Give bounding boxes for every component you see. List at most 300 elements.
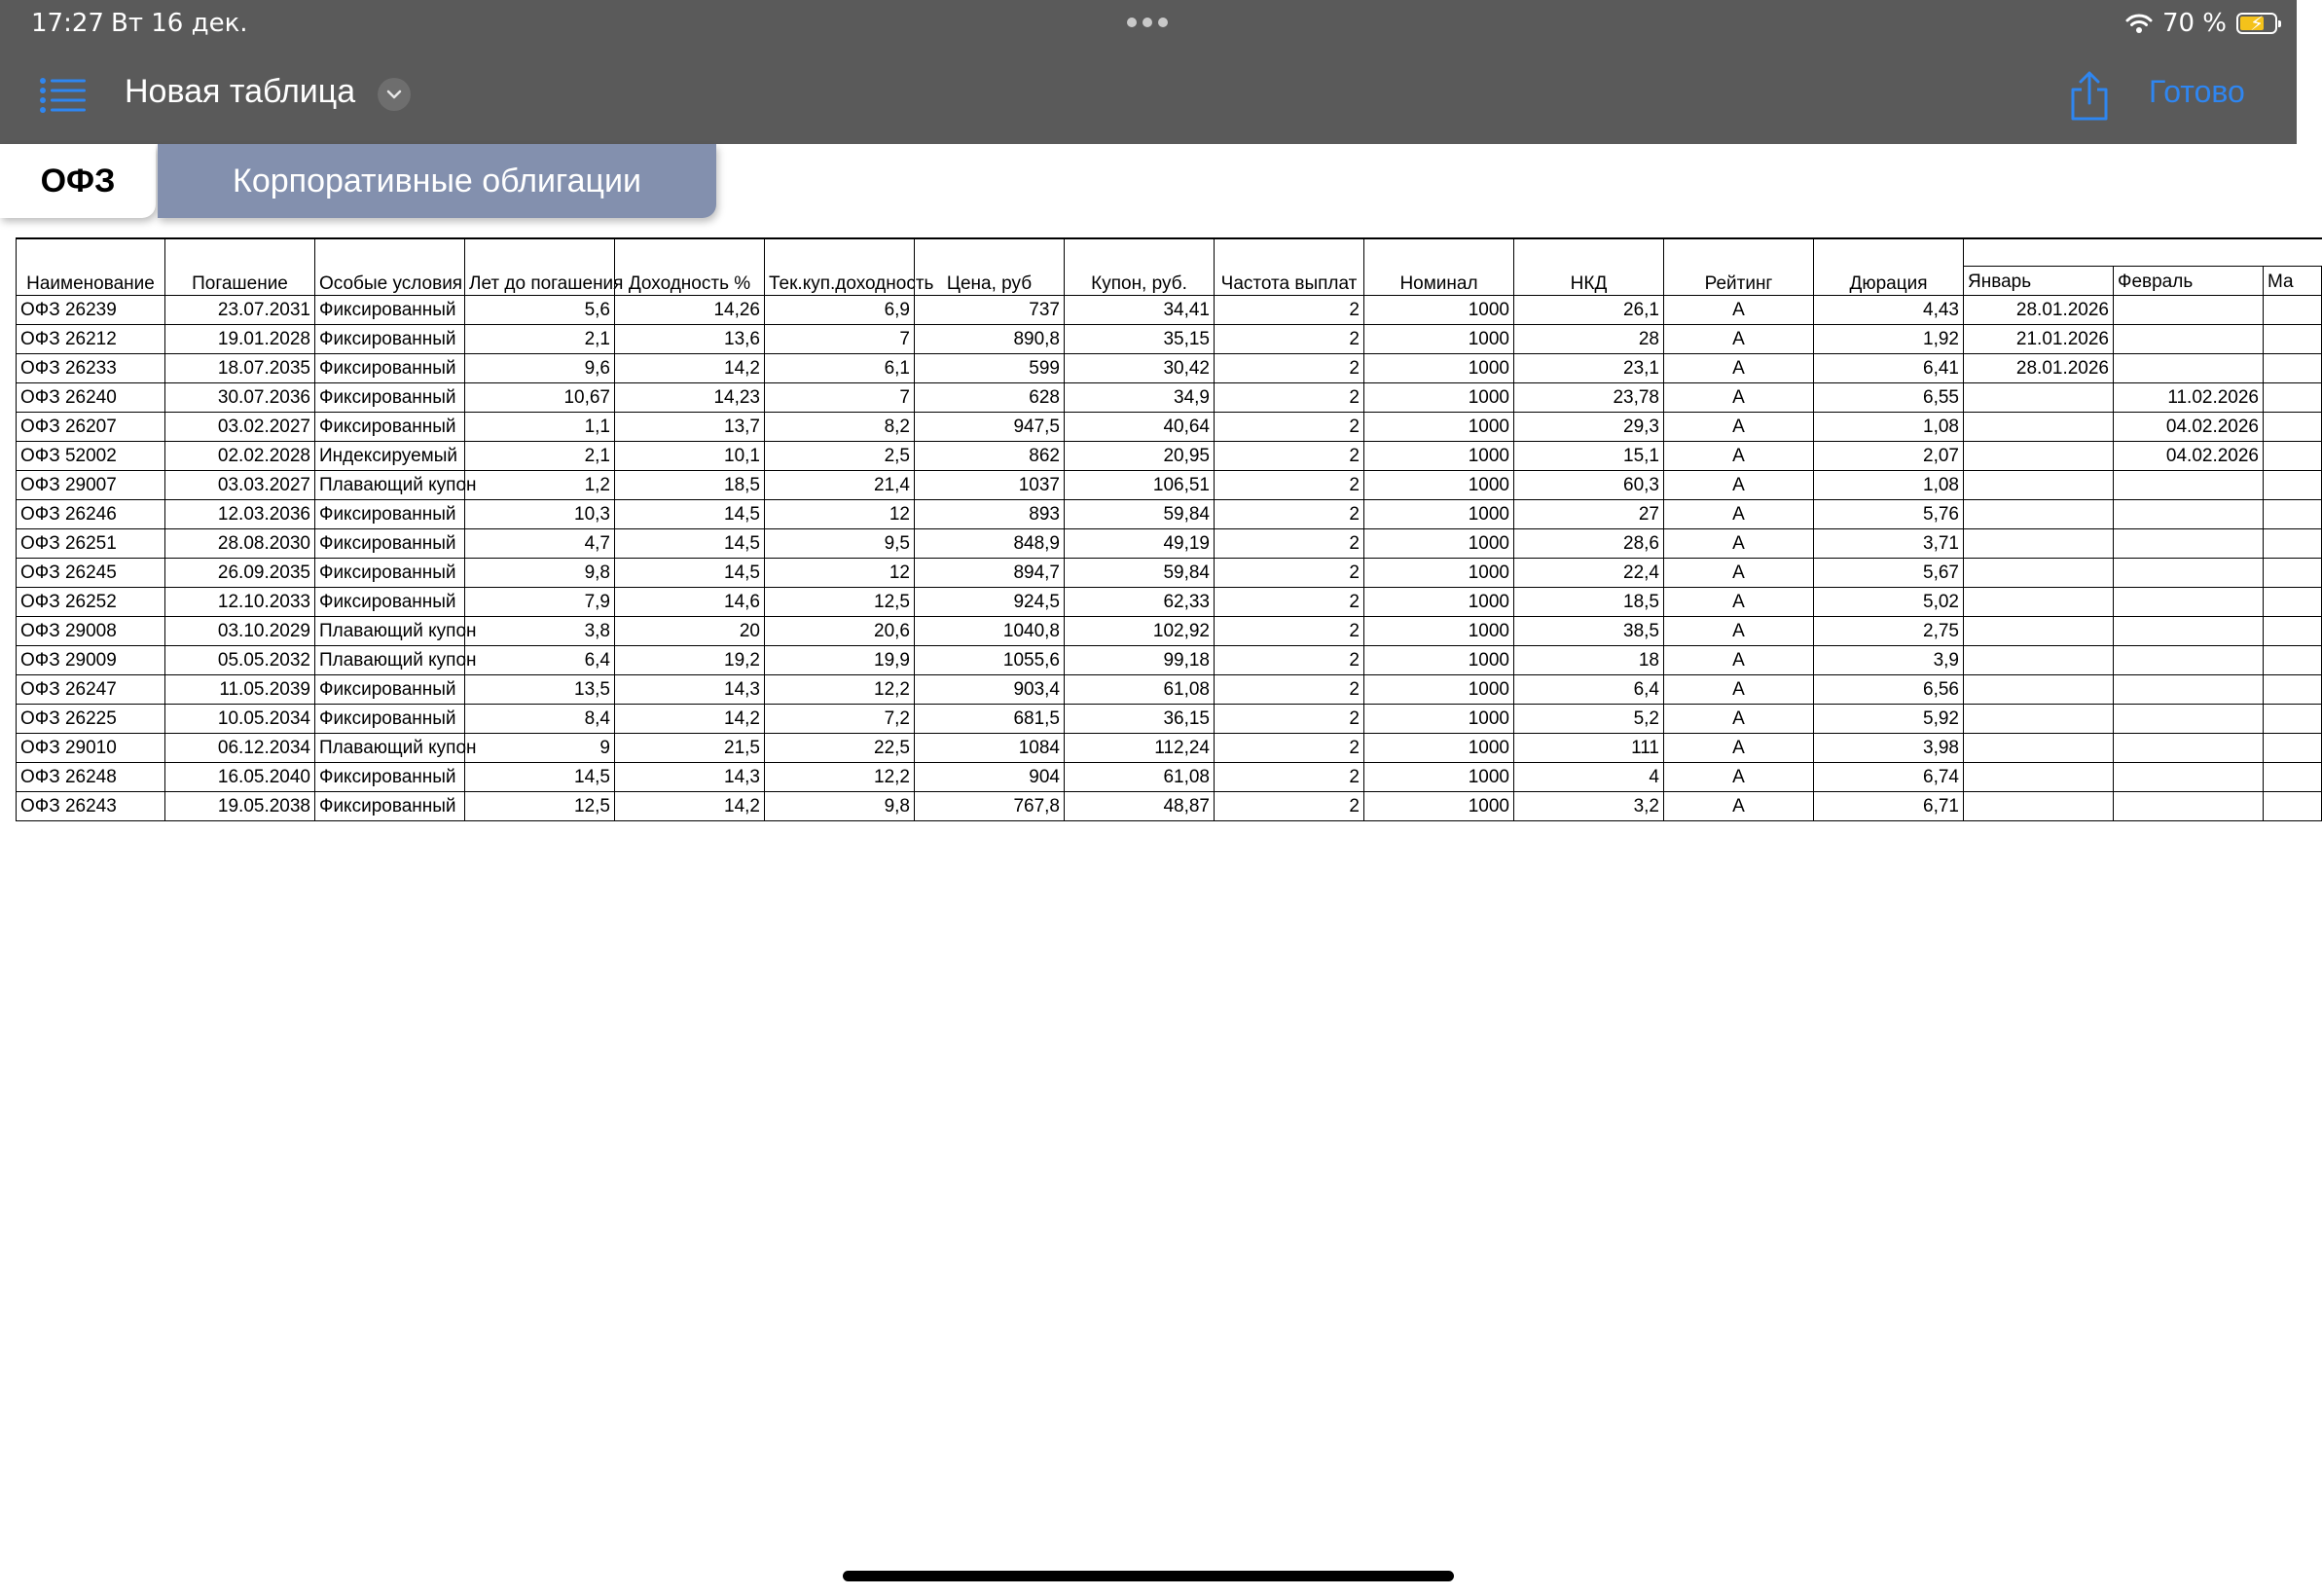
table-cell[interactable]: 6,1 [765,354,915,383]
table-cell[interactable]: 628 [915,383,1065,413]
table-cell[interactable]: 4,43 [1814,296,1964,325]
table-cell[interactable]: 5,67 [1814,559,1964,588]
table-cell[interactable]: 2 [1215,763,1364,792]
table-cell[interactable]: 1000 [1364,617,1514,646]
table-cell[interactable]: ОФЗ 26240 [16,383,165,413]
table-cell[interactable]: 5,6 [465,296,615,325]
table-cell[interactable]: A [1664,383,1814,413]
column-header[interactable]: Погашение [165,237,315,296]
table-cell[interactable]: 60,3 [1514,471,1664,500]
table-cell[interactable]: 19.05.2038 [165,792,315,821]
table-cell[interactable]: 03.03.2027 [165,471,315,500]
table-cell[interactable]: 1000 [1364,675,1514,705]
table-cell[interactable]: 1,1 [465,413,615,442]
table-cell[interactable]: 03.02.2027 [165,413,315,442]
table-cell[interactable] [2114,500,2264,529]
table-cell[interactable]: 2,07 [1814,442,1964,471]
table-cell[interactable] [1964,471,2114,500]
table-cell[interactable]: 12 [765,559,915,588]
table-cell[interactable] [2114,588,2264,617]
table-cell[interactable]: Фиксированный [315,675,465,705]
table-cell[interactable] [2114,354,2264,383]
table-cell[interactable]: 1000 [1364,705,1514,734]
table-cell[interactable]: ОФЗ 26225 [16,705,165,734]
table-cell[interactable]: Фиксированный [315,296,465,325]
column-header[interactable]: Наименование [16,237,165,296]
table-cell[interactable] [2264,325,2322,354]
table-cell[interactable]: 28.01.2026 [1964,354,2114,383]
table-cell[interactable]: 28.08.2030 [165,529,315,559]
table-cell[interactable]: 106,51 [1065,471,1215,500]
table-cell[interactable]: 02.02.2028 [165,442,315,471]
table-cell[interactable] [1964,617,2114,646]
table-cell[interactable] [2264,559,2322,588]
table-cell[interactable]: ОФЗ 26247 [16,675,165,705]
table-cell[interactable]: 18,5 [1514,588,1664,617]
table-cell[interactable]: 2 [1215,383,1364,413]
table-cell[interactable]: 61,08 [1065,675,1215,705]
table-cell[interactable]: 1000 [1364,763,1514,792]
table-cell[interactable]: 6,9 [765,296,915,325]
table-cell[interactable]: 22,4 [1514,559,1664,588]
table-cell[interactable]: 5,76 [1814,500,1964,529]
table-cell[interactable]: Плавающий купон [315,646,465,675]
table-cell[interactable] [2264,646,2322,675]
table-cell[interactable]: 6,4 [465,646,615,675]
table-cell[interactable]: 3,8 [465,617,615,646]
table-cell[interactable]: 18,5 [615,471,765,500]
table-cell[interactable]: 35,15 [1065,325,1215,354]
table-cell[interactable] [2114,763,2264,792]
table-cell[interactable]: 9,8 [465,559,615,588]
table-cell[interactable] [1964,792,2114,821]
table-cell[interactable]: 20,6 [765,617,915,646]
table-cell[interactable]: 8,2 [765,413,915,442]
table-cell[interactable] [2264,705,2322,734]
table-cell[interactable]: 1,2 [465,471,615,500]
table-cell[interactable]: 38,5 [1514,617,1664,646]
table-cell[interactable]: 7 [765,383,915,413]
table-cell[interactable]: 1000 [1364,442,1514,471]
table-cell[interactable]: 22,5 [765,734,915,763]
table-cell[interactable]: A [1664,646,1814,675]
table-cell[interactable]: 2,1 [465,442,615,471]
table-cell[interactable]: 2 [1215,413,1364,442]
table-cell[interactable]: A [1664,500,1814,529]
table-cell[interactable]: Фиксированный [315,792,465,821]
table-cell[interactable]: 2,5 [765,442,915,471]
table-cell[interactable]: 4 [1514,763,1664,792]
tab-ofz[interactable]: ОФЗ [0,144,156,218]
table-cell[interactable]: 59,84 [1065,500,1215,529]
table-cell[interactable]: Фиксированный [315,354,465,383]
table-cell[interactable] [2264,354,2322,383]
done-button[interactable]: Готово [2149,74,2245,109]
table-cell[interactable]: ОФЗ 29009 [16,646,165,675]
table-cell[interactable] [2114,675,2264,705]
table-cell[interactable]: ОФЗ 26252 [16,588,165,617]
table-cell[interactable]: 1040,8 [915,617,1065,646]
month-column-header[interactable]: Февраль [2114,267,2264,296]
table-cell[interactable]: 9,5 [765,529,915,559]
table-cell[interactable]: 1000 [1364,646,1514,675]
table-cell[interactable]: 21.01.2026 [1964,325,2114,354]
table-cell[interactable]: 2 [1215,617,1364,646]
table-cell[interactable]: 2,1 [465,325,615,354]
table-cell[interactable]: 14,5 [615,500,765,529]
table-cell[interactable] [2264,588,2322,617]
table-cell[interactable]: 14,6 [615,588,765,617]
table-cell[interactable]: 59,84 [1065,559,1215,588]
table-cell[interactable]: 1,92 [1814,325,1964,354]
table-cell[interactable]: 102,92 [1065,617,1215,646]
table-cell[interactable]: 894,7 [915,559,1065,588]
table-cell[interactable] [2264,296,2322,325]
table-cell[interactable]: Фиксированный [315,529,465,559]
table-cell[interactable]: Плавающий купон [315,617,465,646]
table-cell[interactable]: ОФЗ 29010 [16,734,165,763]
table-cell[interactable] [2264,442,2322,471]
table-cell[interactable]: 2 [1215,296,1364,325]
table-cell[interactable]: A [1664,354,1814,383]
table-cell[interactable] [1964,559,2114,588]
table-cell[interactable]: 6,56 [1814,675,1964,705]
table-cell[interactable]: 3,9 [1814,646,1964,675]
table-cell[interactable]: 14,3 [615,675,765,705]
month-column-header[interactable]: Январь [1964,267,2114,296]
table-cell[interactable]: 14,2 [615,705,765,734]
table-cell[interactable]: 62,33 [1065,588,1215,617]
table-cell[interactable] [2264,792,2322,821]
table-cell[interactable] [2264,617,2322,646]
table-cell[interactable]: 2 [1215,325,1364,354]
table-cell[interactable]: A [1664,529,1814,559]
table-cell[interactable]: Фиксированный [315,559,465,588]
table-cell[interactable]: 34,9 [1065,383,1215,413]
column-header[interactable]: Доходность % [615,237,765,296]
table-cell[interactable] [2264,383,2322,413]
table-cell[interactable]: 1000 [1364,325,1514,354]
table-cell[interactable]: 26.09.2035 [165,559,315,588]
table-cell[interactable]: 890,8 [915,325,1065,354]
table-cell[interactable]: 30.07.2036 [165,383,315,413]
table-cell[interactable] [2264,413,2322,442]
table-cell[interactable]: 3,98 [1814,734,1964,763]
table-cell[interactable]: Плавающий купон [315,471,465,500]
table-cell[interactable]: 9,6 [465,354,615,383]
table-cell[interactable]: 16.05.2040 [165,763,315,792]
table-cell[interactable]: A [1664,792,1814,821]
table-cell[interactable] [1964,588,2114,617]
table-cell[interactable]: 9,8 [765,792,915,821]
table-cell[interactable]: A [1664,763,1814,792]
table-cell[interactable] [1964,763,2114,792]
table-cell[interactable]: 1000 [1364,354,1514,383]
table-cell[interactable]: 28 [1514,325,1664,354]
table-cell[interactable]: 904 [915,763,1065,792]
table-cell[interactable]: 06.12.2034 [165,734,315,763]
table-cell[interactable]: 1000 [1364,296,1514,325]
table-cell[interactable]: 893 [915,500,1065,529]
column-header[interactable]: Частота выплат [1215,237,1364,296]
table-cell[interactable]: 2 [1215,559,1364,588]
table-cell[interactable]: 7 [765,325,915,354]
table-cell[interactable]: 5,02 [1814,588,1964,617]
table-cell[interactable]: 12,2 [765,763,915,792]
table-cell[interactable]: Фиксированный [315,383,465,413]
table-cell[interactable]: A [1664,413,1814,442]
table-cell[interactable]: Фиксированный [315,763,465,792]
table-cell[interactable]: 61,08 [1065,763,1215,792]
table-cell[interactable]: 12,5 [465,792,615,821]
table-cell[interactable]: 14,26 [615,296,765,325]
table-cell[interactable]: ОФЗ 29008 [16,617,165,646]
table-cell[interactable]: 13,6 [615,325,765,354]
table-cell[interactable]: A [1664,675,1814,705]
table-cell[interactable]: 1000 [1364,559,1514,588]
table-cell[interactable]: Фиксированный [315,413,465,442]
column-header[interactable]: Особые условия [315,237,465,296]
table-cell[interactable]: 1000 [1364,471,1514,500]
table-cell[interactable]: 1084 [915,734,1065,763]
table-cell[interactable]: 767,8 [915,792,1065,821]
table-cell[interactable]: 947,5 [915,413,1065,442]
table-cell[interactable]: ОФЗ 26207 [16,413,165,442]
column-header[interactable]: НКД [1514,237,1664,296]
table-cell[interactable]: Фиксированный [315,325,465,354]
document-title[interactable]: Новая таблица [125,73,356,110]
column-header[interactable]: Лет до погашения [465,237,615,296]
table-cell[interactable]: 848,9 [915,529,1065,559]
table-cell[interactable]: 111 [1514,734,1664,763]
table-cell[interactable]: 6,55 [1814,383,1964,413]
table-cell[interactable]: 1000 [1364,588,1514,617]
column-header[interactable]: Рейтинг [1664,237,1814,296]
table-cell[interactable] [2264,675,2322,705]
table-cell[interactable] [1964,705,2114,734]
table-cell[interactable]: 30,42 [1065,354,1215,383]
table-cell[interactable]: 1055,6 [915,646,1065,675]
table-cell[interactable]: 2 [1215,471,1364,500]
table-cell[interactable]: 49,19 [1065,529,1215,559]
table-cell[interactable]: 13,5 [465,675,615,705]
table-cell[interactable]: 28,6 [1514,529,1664,559]
table-cell[interactable]: A [1664,705,1814,734]
table-cell[interactable]: 12,5 [765,588,915,617]
table-cell[interactable]: A [1664,325,1814,354]
table-cell[interactable] [2114,734,2264,763]
table-cell[interactable]: A [1664,296,1814,325]
month-column-header[interactable]: Ма [2264,267,2322,296]
table-cell[interactable]: ОФЗ 26243 [16,792,165,821]
table-cell[interactable]: 3,2 [1514,792,1664,821]
table-cell[interactable]: 10,1 [615,442,765,471]
table-cell[interactable]: ОФЗ 26245 [16,559,165,588]
table-cell[interactable]: 1,08 [1814,471,1964,500]
table-cell[interactable]: 2 [1215,500,1364,529]
table-cell[interactable]: 3,71 [1814,529,1964,559]
table-cell[interactable]: 10,67 [465,383,615,413]
table-cell[interactable]: 04.02.2026 [2114,442,2264,471]
table-cell[interactable] [2114,559,2264,588]
table-cell[interactable]: 29,3 [1514,413,1664,442]
column-header[interactable]: Номинал [1364,237,1514,296]
table-cell[interactable]: 10,3 [465,500,615,529]
table-cell[interactable]: 14,23 [615,383,765,413]
table-cell[interactable]: Плавающий купон [315,734,465,763]
table-cell[interactable]: 15,1 [1514,442,1664,471]
table-cell[interactable] [1964,734,2114,763]
table-cell[interactable]: ОФЗ 26212 [16,325,165,354]
table-cell[interactable]: 12 [765,500,915,529]
table-cell[interactable]: 924,5 [915,588,1065,617]
table-cell[interactable] [2264,500,2322,529]
table-cell[interactable]: 23.07.2031 [165,296,315,325]
table-cell[interactable]: ОФЗ 29007 [16,471,165,500]
table-cell[interactable] [1964,413,2114,442]
tab-corporate-bonds[interactable]: Корпоративные облигации [158,144,716,218]
table-cell[interactable] [2114,296,2264,325]
table-cell[interactable] [2264,763,2322,792]
table-cell[interactable]: 48,87 [1065,792,1215,821]
table-cell[interactable]: A [1664,588,1814,617]
table-cell[interactable]: A [1664,559,1814,588]
table-cell[interactable]: 2 [1215,442,1364,471]
table-cell[interactable]: 20 [615,617,765,646]
table-cell[interactable] [1964,646,2114,675]
table-cell[interactable]: 7,2 [765,705,915,734]
table-cell[interactable]: 19.01.2028 [165,325,315,354]
table-cell[interactable]: 1000 [1364,383,1514,413]
table-cell[interactable] [2114,792,2264,821]
table-cell[interactable]: 14,5 [465,763,615,792]
table-cell[interactable]: 14,5 [615,529,765,559]
table-cell[interactable]: 1000 [1364,792,1514,821]
table-cell[interactable]: 903,4 [915,675,1065,705]
table-cell[interactable]: 28.01.2026 [1964,296,2114,325]
table-cell[interactable]: 1000 [1364,529,1514,559]
table-cell[interactable]: A [1664,442,1814,471]
table-cell[interactable]: 6,74 [1814,763,1964,792]
table-cell[interactable] [2114,471,2264,500]
column-header[interactable]: Тек.куп.доходность [765,237,915,296]
table-cell[interactable]: 12.03.2036 [165,500,315,529]
table-cell[interactable]: Фиксированный [315,588,465,617]
table-cell[interactable]: A [1664,734,1814,763]
table-cell[interactable]: A [1664,471,1814,500]
table-cell[interactable]: 18.07.2035 [165,354,315,383]
table-cell[interactable]: 19,2 [615,646,765,675]
table-cell[interactable]: 2,75 [1814,617,1964,646]
table-cell[interactable]: 2 [1215,588,1364,617]
table-cell[interactable]: 1000 [1364,734,1514,763]
table-cell[interactable]: 14,2 [615,792,765,821]
table-cell[interactable]: 23,1 [1514,354,1664,383]
column-header[interactable]: Купон, руб. [1065,237,1215,296]
table-cell[interactable]: 7,9 [465,588,615,617]
table-cell[interactable]: 6,41 [1814,354,1964,383]
table-cell[interactable]: 40,64 [1065,413,1215,442]
table-cell[interactable] [1964,383,2114,413]
table-cell[interactable]: ОФЗ 26239 [16,296,165,325]
table-cell[interactable] [2114,617,2264,646]
table-cell[interactable] [2114,325,2264,354]
table-cell[interactable]: 11.05.2039 [165,675,315,705]
table-cell[interactable]: 34,41 [1065,296,1215,325]
table-cell[interactable]: 6,4 [1514,675,1664,705]
table-cell[interactable]: 4,7 [465,529,615,559]
table-cell[interactable]: 1,08 [1814,413,1964,442]
table-cell[interactable]: 2 [1215,705,1364,734]
table-cell[interactable]: 19,9 [765,646,915,675]
table-cell[interactable]: ОФЗ 26246 [16,500,165,529]
table-cell[interactable]: 18 [1514,646,1664,675]
table-cell[interactable]: ОФЗ 52002 [16,442,165,471]
table-cell[interactable]: 12,2 [765,675,915,705]
table-cell[interactable] [1964,675,2114,705]
table-cell[interactable]: Индексируемый [315,442,465,471]
table-cell[interactable]: 5,92 [1814,705,1964,734]
table-cell[interactable]: 5,2 [1514,705,1664,734]
column-header[interactable]: Цена, руб [915,237,1065,296]
table-cell[interactable]: 04.02.2026 [2114,413,2264,442]
table-cell[interactable]: 1000 [1364,413,1514,442]
table-cell[interactable]: 99,18 [1065,646,1215,675]
table-cell[interactable] [2264,734,2322,763]
table-cell[interactable]: 20,95 [1065,442,1215,471]
table-cell[interactable]: 1037 [915,471,1065,500]
table-cell[interactable]: 14,2 [615,354,765,383]
table-cell[interactable]: ОФЗ 26248 [16,763,165,792]
table-cell[interactable]: 862 [915,442,1065,471]
table-cell[interactable] [2264,529,2322,559]
table-cell[interactable]: 2 [1215,675,1364,705]
table-cell[interactable]: ОФЗ 26251 [16,529,165,559]
column-header[interactable]: Дюрация [1814,237,1964,296]
table-cell[interactable]: 05.05.2032 [165,646,315,675]
table-cell[interactable]: 6,71 [1814,792,1964,821]
table-cell[interactable]: 112,24 [1065,734,1215,763]
table-cell[interactable]: 599 [915,354,1065,383]
table-cell[interactable]: 27 [1514,500,1664,529]
table-cell[interactable]: 2 [1215,646,1364,675]
table-cell[interactable] [2114,529,2264,559]
table-cell[interactable]: 10.05.2034 [165,705,315,734]
table-cell[interactable]: 03.10.2029 [165,617,315,646]
table-cell[interactable]: 36,15 [1065,705,1215,734]
table-cell[interactable] [2264,471,2322,500]
table-cell[interactable]: Фиксированный [315,705,465,734]
table-cell[interactable]: 9 [465,734,615,763]
table-cell[interactable]: Фиксированный [315,500,465,529]
table-cell[interactable] [1964,529,2114,559]
table-cell[interactable]: 26,1 [1514,296,1664,325]
table-cell[interactable]: 737 [915,296,1065,325]
table-cell[interactable]: 8,4 [465,705,615,734]
table-cell[interactable]: 13,7 [615,413,765,442]
table-cell[interactable]: 21,5 [615,734,765,763]
table-cell[interactable]: 21,4 [765,471,915,500]
table-cell[interactable]: 14,3 [615,763,765,792]
table-cell[interactable]: 1000 [1364,500,1514,529]
table-cell[interactable]: 14,5 [615,559,765,588]
table-cell[interactable]: 11.02.2026 [2114,383,2264,413]
table-cell[interactable]: 2 [1215,734,1364,763]
table-cell[interactable]: 2 [1215,529,1364,559]
table-cell[interactable] [1964,500,2114,529]
table-cell[interactable]: 681,5 [915,705,1065,734]
table-cell[interactable]: ОФЗ 26233 [16,354,165,383]
